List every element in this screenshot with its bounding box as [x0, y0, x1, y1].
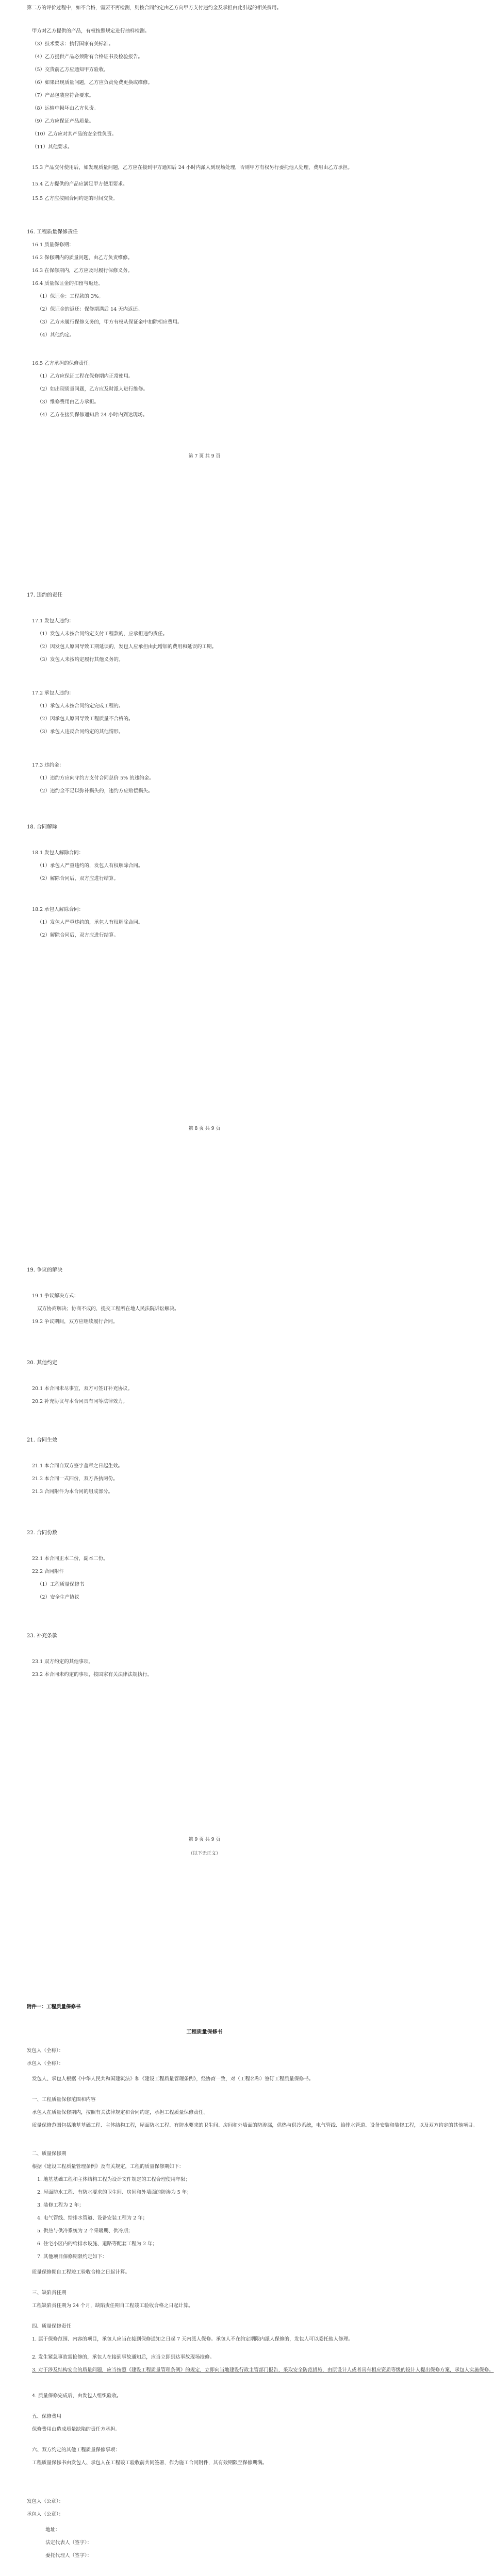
text-line: 地址： [45, 2527, 60, 2533]
text-line: 22.1 本合同正本二份，副本二份。 [32, 1556, 108, 1562]
text-line: （3）乙方未履行保修义务的，甲方有权从保证金中扣除相应费用。 [37, 319, 183, 325]
text-line: 4. 电气管线、给排水管道、设备安装工程为 2 年； [37, 2215, 148, 2221]
text-line: （3）技术要求：执行国家有关标准。 [32, 41, 114, 47]
text-line: （4）乙方在接到保修通知后 24 小时内到达现场。 [37, 412, 148, 418]
text-line: 保修费用由造成质量缺陷的责任方承担。 [32, 2427, 121, 2432]
section-heading: 17. 违约的责任 [27, 592, 63, 598]
text-line: （2）解除合同后，双方应进行结算。 [37, 933, 119, 938]
page-footer: 第 9 页 共 9 页 [188, 1837, 221, 1842]
end-note: （以下无正文） [188, 1851, 221, 1856]
text-line: 16.5 乙方承担的保修责任。 [32, 361, 94, 366]
text-line: 5. 供热与供冷系统为 2 个采暖期、供冷期； [37, 2228, 133, 2234]
text-line: （1）违约方应向守约方支付合同总价 5% 的违约金。 [37, 775, 154, 781]
text-line: （1）承包人未按合同约定完成工程的。 [37, 703, 124, 709]
appendix-heading: 附件一：工程质量保修书 [27, 2004, 81, 2010]
text-line: 22.2 合同附件 [32, 1569, 64, 1574]
text-line: （1）乙方应保证工程在保修期内正常使用。 [37, 374, 134, 379]
text-line: （1）承包人严重违约的，发包人有权解除合同。 [37, 863, 143, 869]
text-line: 一、工程质量保修范围和内容 [32, 2097, 96, 2103]
text-line: （1）发包人未按合同约定支付工程款的，应承担违约责任。 [37, 631, 168, 637]
text-line: （11）其他要求。 [32, 144, 73, 150]
appendix-title: 工程质量保修书 [186, 2029, 223, 2035]
text-line: 15.5 乙方应按照合同约定的时间交货。 [32, 196, 118, 201]
text-line: 第二方的评价过程中，如不合格，需要不再检测，则按合同约定由乙方向甲方支付违约金及承担由此引起的相关费用。 [27, 5, 282, 11]
page-footer: 第 8 页 共 9 页 [188, 1126, 221, 1131]
text-line: （4）乙方提供产品必须附有合格证书及检验报告。 [32, 54, 143, 60]
text-line: 20.2 补充协议与本合同具有同等法律效力。 [32, 1399, 128, 1404]
text-line: （8）运输中损坏由乙方负责。 [32, 106, 99, 111]
text-line: （3）承包人违反合同约定的其他情形。 [37, 729, 124, 735]
text-line: 20.1 本合同未尽事宜，双方可签订补充协议。 [32, 1386, 133, 1392]
text-line: （3）发包人未按约定履行其他义务的。 [37, 657, 124, 663]
text-line: 2. 发生紧急事故需抢修的，承包人在接到事故通知后，应当立即到达事故现场抢修。 [32, 2354, 215, 2360]
text-line: 19.1 争议解决方式： [32, 1293, 79, 1299]
text-line: （2）安全生产协议 [37, 1595, 80, 1600]
text-line: 19.2 争议期间，双方应继续履行合同。 [32, 1319, 118, 1325]
text-line: （3）维修费用由乙方承担。 [37, 399, 100, 405]
text-line: （4）其他约定。 [37, 332, 75, 338]
text-line: （1）保证金：工程款的 3%。 [37, 294, 104, 299]
section-heading: 18. 合同解除 [27, 824, 58, 830]
text-line: （7）产品包装应符合要求。 [32, 93, 94, 98]
text-line: 六、双方约定的其他工程质量保修事项： [32, 2447, 121, 2453]
text-line: 21.2 本合同一式四份，双方各执两份。 [32, 1476, 118, 1482]
text-line: 17.2 承包人违约： [32, 690, 74, 696]
text-line: 18.2 承包人解除合同： [32, 907, 84, 912]
text-line: 二、质量保修期 [32, 2151, 67, 2157]
text-line: 16.3 在保修期内，乙方应及时履行保修义务。 [32, 268, 133, 274]
text-line: 三、缺陷责任期 [32, 2290, 67, 2296]
text-line: 承包人（公章）： [27, 2512, 64, 2517]
text-line: 甲方对乙方提供的产品，有权按照规定进行抽样检测。 [32, 28, 150, 34]
text-line: （6）如果出现质量问题，乙方应负责免费更换或维修。 [32, 80, 153, 86]
text-line: 质量保修范围包括地基基础工程、主体结构工程，屋面防水工程、有防水要求的卫生间、房间和外墙面的防渗漏，供热与供冷系统，电气管线、给排水管道、设备安装和装修工程，以及双方约定的其他项目。 [32, 2123, 478, 2128]
text-line: （2）解除合同后，双方应进行结算。 [37, 876, 119, 882]
section-heading: 20. 其他约定 [27, 1360, 58, 1366]
text-line: 工程缺陷责任期为 24 个月，缺陷责任期自工程竣工验收合格之日起计算。 [32, 2303, 193, 2309]
text-line: 21.1 本合同自双方签字盖章之日起生效。 [32, 1463, 123, 1469]
text-line: 23.2 本合同未约定的事项，按国家有关法律法规执行。 [32, 1672, 153, 1677]
text-line: 3. 装修工程为 2 年； [37, 2202, 84, 2208]
text-line: （2）因承包人原因导致工程质量不合格的。 [37, 716, 134, 722]
text-line: 2. 屋面防水工程、有防水要求的卫生间、房间和外墙面的防渗为 5 年； [37, 2190, 192, 2195]
text-line: （5）交货前乙方应通知甲方验收。 [32, 67, 109, 73]
text-line: 承包人在质量保修期内，按照有关法律规定和合同约定，承担工程质量保修责任。 [32, 2110, 209, 2115]
text-line: 发包人（全称）： [27, 2048, 64, 2054]
text-line: 1. 地基基础工程和主体结构工程为设计文件规定的工程合理使用年限； [37, 2177, 191, 2182]
text-line: 质量保修期自工程竣工验收合格之日起计算。 [32, 2269, 130, 2275]
text-line: （9）乙方应保证产品质量。 [32, 118, 94, 124]
section-heading: 22. 合同份数 [27, 1530, 58, 1536]
text-line: 3. 对于涉及结构安全的质量问题，应当按照《建设工程质量管理条例》的规定，立即向当地建设行政主管部门报告，采取安全防范措施，由原设计人或者具有相应资质等级的设计人提出保修方案，承包人实施保修。 [32, 2367, 494, 2373]
text-line: 五、保修费用 [32, 2414, 62, 2419]
text-line: （2）如出现质量问题，乙方应及时派人进行维修。 [37, 386, 149, 392]
text-line: 16.2 保修期内的质量问题，由乙方负责维修。 [32, 255, 133, 261]
text-line: 17.1 发包人违约： [32, 618, 74, 624]
section-heading: 23. 补充条款 [27, 1633, 58, 1639]
text-line: 16.4 质量保证金的扣留与返还。 [32, 281, 104, 286]
text-line: 6. 住宅小区内的给排水设施、道路等配套工程为 2 年； [37, 2241, 158, 2247]
text-line: 根据《建设工程质量管理条例》及有关规定，工程的质量保修期如下： [32, 2164, 184, 2170]
text-line: （1）工程质量保修书 [37, 1582, 85, 1587]
text-line: 16.1 质量保修期： [32, 242, 74, 248]
section-heading: 21. 合同生效 [27, 1437, 58, 1443]
text-line: 委托代理人（签字）： [45, 2553, 92, 2558]
section-heading: 16. 工程质量保修责任 [27, 229, 78, 235]
text-line: 四、质量保修责任 [32, 2324, 72, 2329]
page-footer: 第 7 页 共 9 页 [188, 454, 221, 459]
text-line: 21.3 合同附件为本合同的组成部分。 [32, 1489, 113, 1495]
text-line: 23.1 双方约定的其他事项。 [32, 1659, 94, 1665]
text-line: 发包人、承包人根据《中华人民共和国建筑法》和《建设工程质量管理条例》，经协商一致，对（工程名称）签订工程质量保修书。 [32, 2076, 314, 2082]
text-line: 17.3 违约金： [32, 762, 64, 768]
text-line: 法定代表人（签字）： [45, 2540, 92, 2546]
text-line: （10）乙方应对其产品的安全性负责。 [32, 131, 117, 137]
text-line: 18.1 发包人解除合同： [32, 850, 84, 856]
section-heading: 19. 争议的解决 [27, 1267, 63, 1273]
text-line: （2）违约金不足以弥补损失的，违约方应赔偿损失。 [37, 788, 153, 794]
text-line: 发包人（公章）： [27, 2499, 64, 2504]
text-line: （2）保证金的返还：保修期满后 14 天内返还。 [37, 307, 143, 312]
text-line: （1）发包人严重违约的，承包人有权解除合同。 [37, 920, 143, 925]
text-line: 4. 质量保修完成后，由发包人组织验收。 [32, 2393, 122, 2399]
text-line: 1. 属于保修范围、内容的项目，承包人应当在接到保修通知之日起 7 天内派人保修。承包人不在约定期限内派人保修的，发包人可以委托他人修理。 [32, 2336, 353, 2342]
text-line: 7. 其他项目保修期限约定如下： [37, 2254, 107, 2260]
text-line: 双方协商解决；协商不成的，提交工程所在地人民法院诉讼解决。 [37, 1306, 179, 1312]
text-line: 15.4 乙方提供的产品应满足甲方使用要求。 [32, 181, 128, 187]
text-line: （2）因发包人原因导致工期延误的，发包人应承担由此增加的费用和延误的工期。 [37, 644, 217, 650]
text-line: 承包人（全称）： [27, 2061, 64, 2066]
text-line: 15.3 产品交付使用后，如发现质量问题，乙方应在接到甲方通知后 24 小时内派人到现场处理，否则甲方有权另行委托他人处理，费用由乙方承担。 [32, 165, 353, 171]
text-line: 工程质量保修书由发包人、承包人在工程竣工验收前共同签署，作为施工合同附件，其有效期限至保修期满。 [32, 2460, 268, 2466]
